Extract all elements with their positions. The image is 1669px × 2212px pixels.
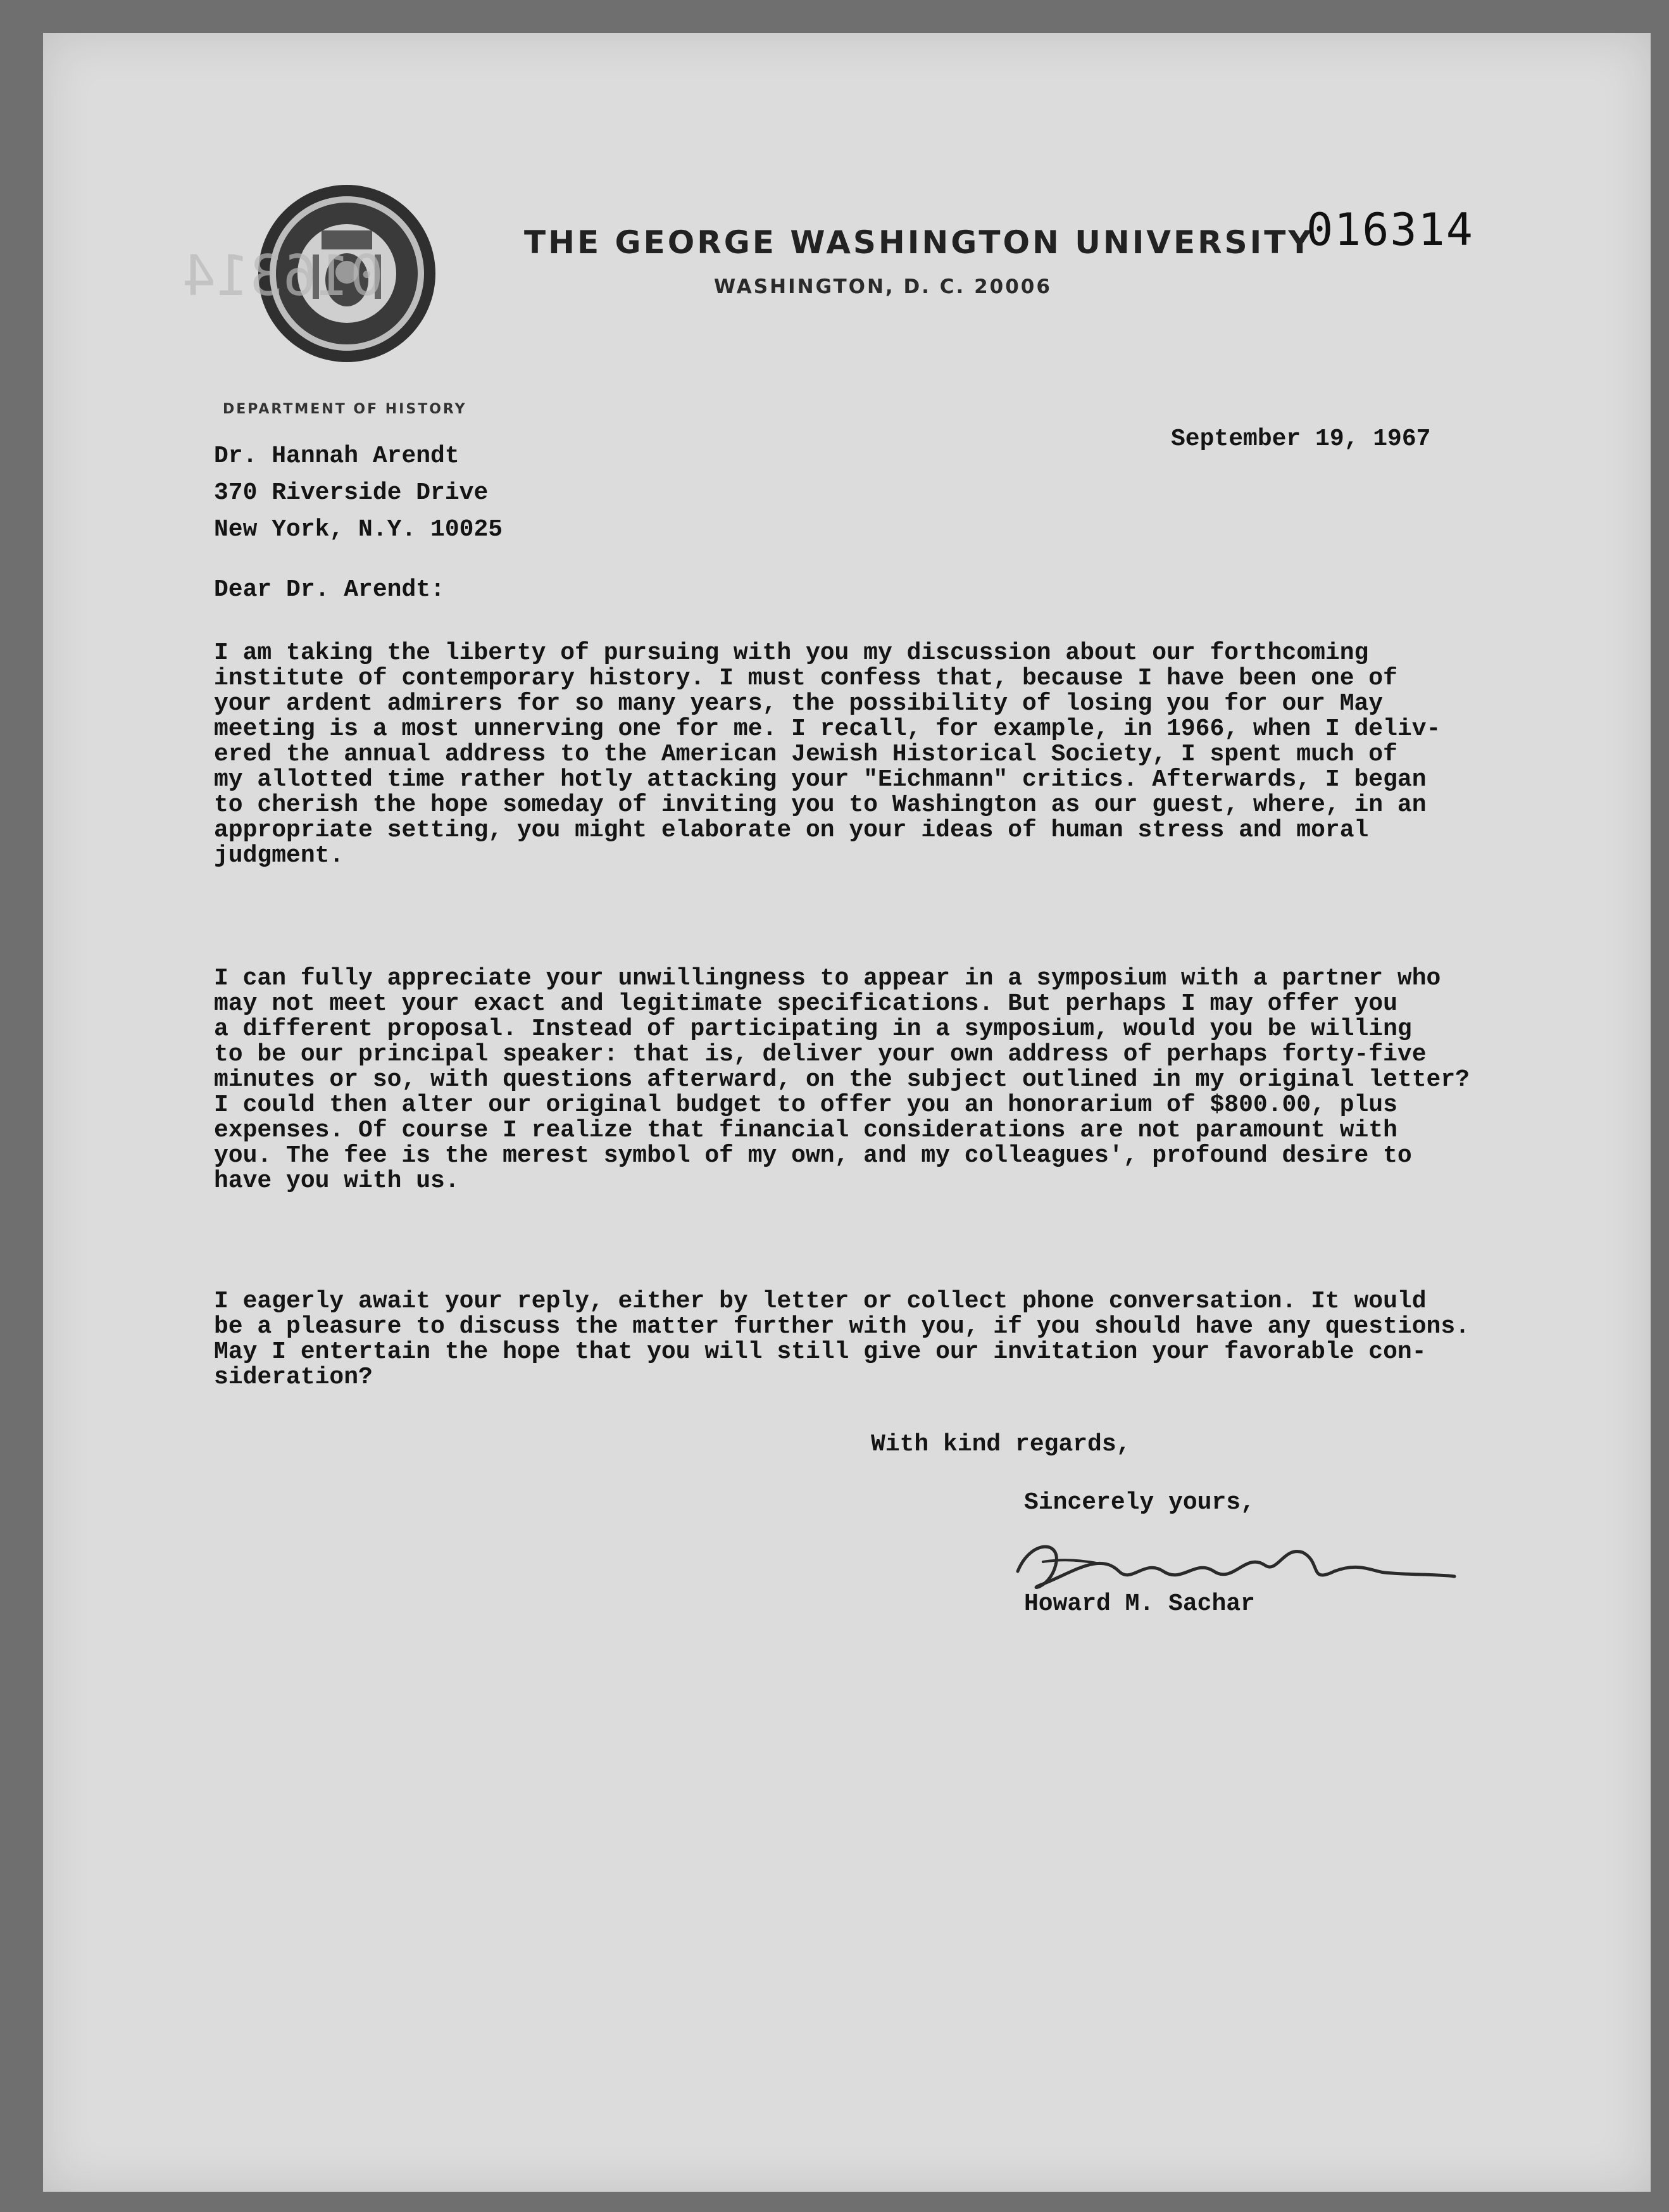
paragraph-line: may not meet your exact and legitimate specifications. But perhaps I may offer you <box>214 990 1397 1017</box>
paragraph-line: institute of contemporary history. I must confess that, because I have been one of <box>214 665 1397 692</box>
sign-off: Sincerely yours, <box>1024 1489 1255 1516</box>
recipient-name: Dr. Hannah Arendt <box>214 443 459 470</box>
paragraph-line: I am taking the liberty of pursuing with you my discussion about our forthcoming <box>214 639 1369 667</box>
paragraph-line: have you with us. <box>214 1167 459 1195</box>
signer-name: Howard M. Sachar <box>1024 1590 1255 1618</box>
paragraph-line: sideration? <box>214 1364 373 1391</box>
document-number: 016314 <box>1306 204 1474 256</box>
letter-date: September 19, 1967 <box>1171 425 1431 453</box>
paragraph-line: expenses. Of course I realize that financial considerations are not paramount with <box>214 1117 1397 1144</box>
letterhead-department: DEPARTMENT OF HISTORY <box>223 401 467 417</box>
paragraph-line: ered the annual address to the American Jewish Historical Society, I spent much of <box>214 741 1397 768</box>
paragraph-line: May I entertain the hope that you will still give our invitation your favorable con- <box>214 1338 1427 1366</box>
salutation: Dear Dr. Arendt: <box>214 576 445 603</box>
paragraph-line: judgment. <box>214 842 344 869</box>
bleed-through-number: 016314 <box>182 243 384 308</box>
paragraph-line: you. The fee is the merest symbol of my own, and my colleagues', profound desire to <box>214 1142 1412 1169</box>
paragraph-line: I could then alter our original budget to offer you an honorarium of $800.00, plus <box>214 1091 1397 1119</box>
paragraph-line: a different proposal. Instead of participating in a symposium, would you be willing <box>214 1015 1412 1043</box>
paragraph-line: minutes or so, with questions afterward, on the subject outlined in my original letter? <box>214 1066 1470 1093</box>
paragraph-line: appropriate setting, you might elaborate on your ideas of human stress and moral <box>214 817 1369 844</box>
paragraph-line: your ardent admirers for so many years, the possibility of losing you for our May <box>214 690 1384 717</box>
body-paragraph-1 <box>214 641 1644 869</box>
paragraph-line: I eagerly await your reply, either by letter or collect phone conversation. It would <box>214 1288 1427 1315</box>
paragraph-line: I can fully appreciate your unwillingness to appear in a symposium with a partner who <box>214 965 1441 992</box>
recipient-street: 370 Riverside Drive <box>214 479 489 506</box>
closing: With kind regards, <box>871 1431 1131 1458</box>
recipient-address <box>214 438 503 548</box>
paragraph-line: meeting is a most unnerving one for me. I recall, for example, in 1966, when I deliv- <box>214 715 1441 743</box>
paragraph-line: be a pleasure to discuss the matter further with you, if you should have any questions. <box>214 1313 1470 1340</box>
letterhead-institution: THE GEORGE WASHINGTON UNIVERSITY <box>524 224 1314 261</box>
body-paragraph-3 <box>214 1289 1644 1390</box>
letterhead-city: WASHINGTON, D. C. 20006 <box>714 275 1052 298</box>
paragraph-line: to cherish the hope someday of inviting you to Washington as our guest, where, in an <box>214 791 1427 819</box>
body-paragraph-2 <box>214 966 1644 1194</box>
letter-page <box>43 33 1651 2192</box>
paragraph-line: to be our principal speaker: that is, deliver your own address of perhaps forty-five <box>214 1041 1427 1068</box>
recipient-city: New York, N.Y. 10025 <box>214 516 503 543</box>
paragraph-line: my allotted time rather hotly attacking your "Eichmann" critics. Afterwards, I began <box>214 766 1427 793</box>
